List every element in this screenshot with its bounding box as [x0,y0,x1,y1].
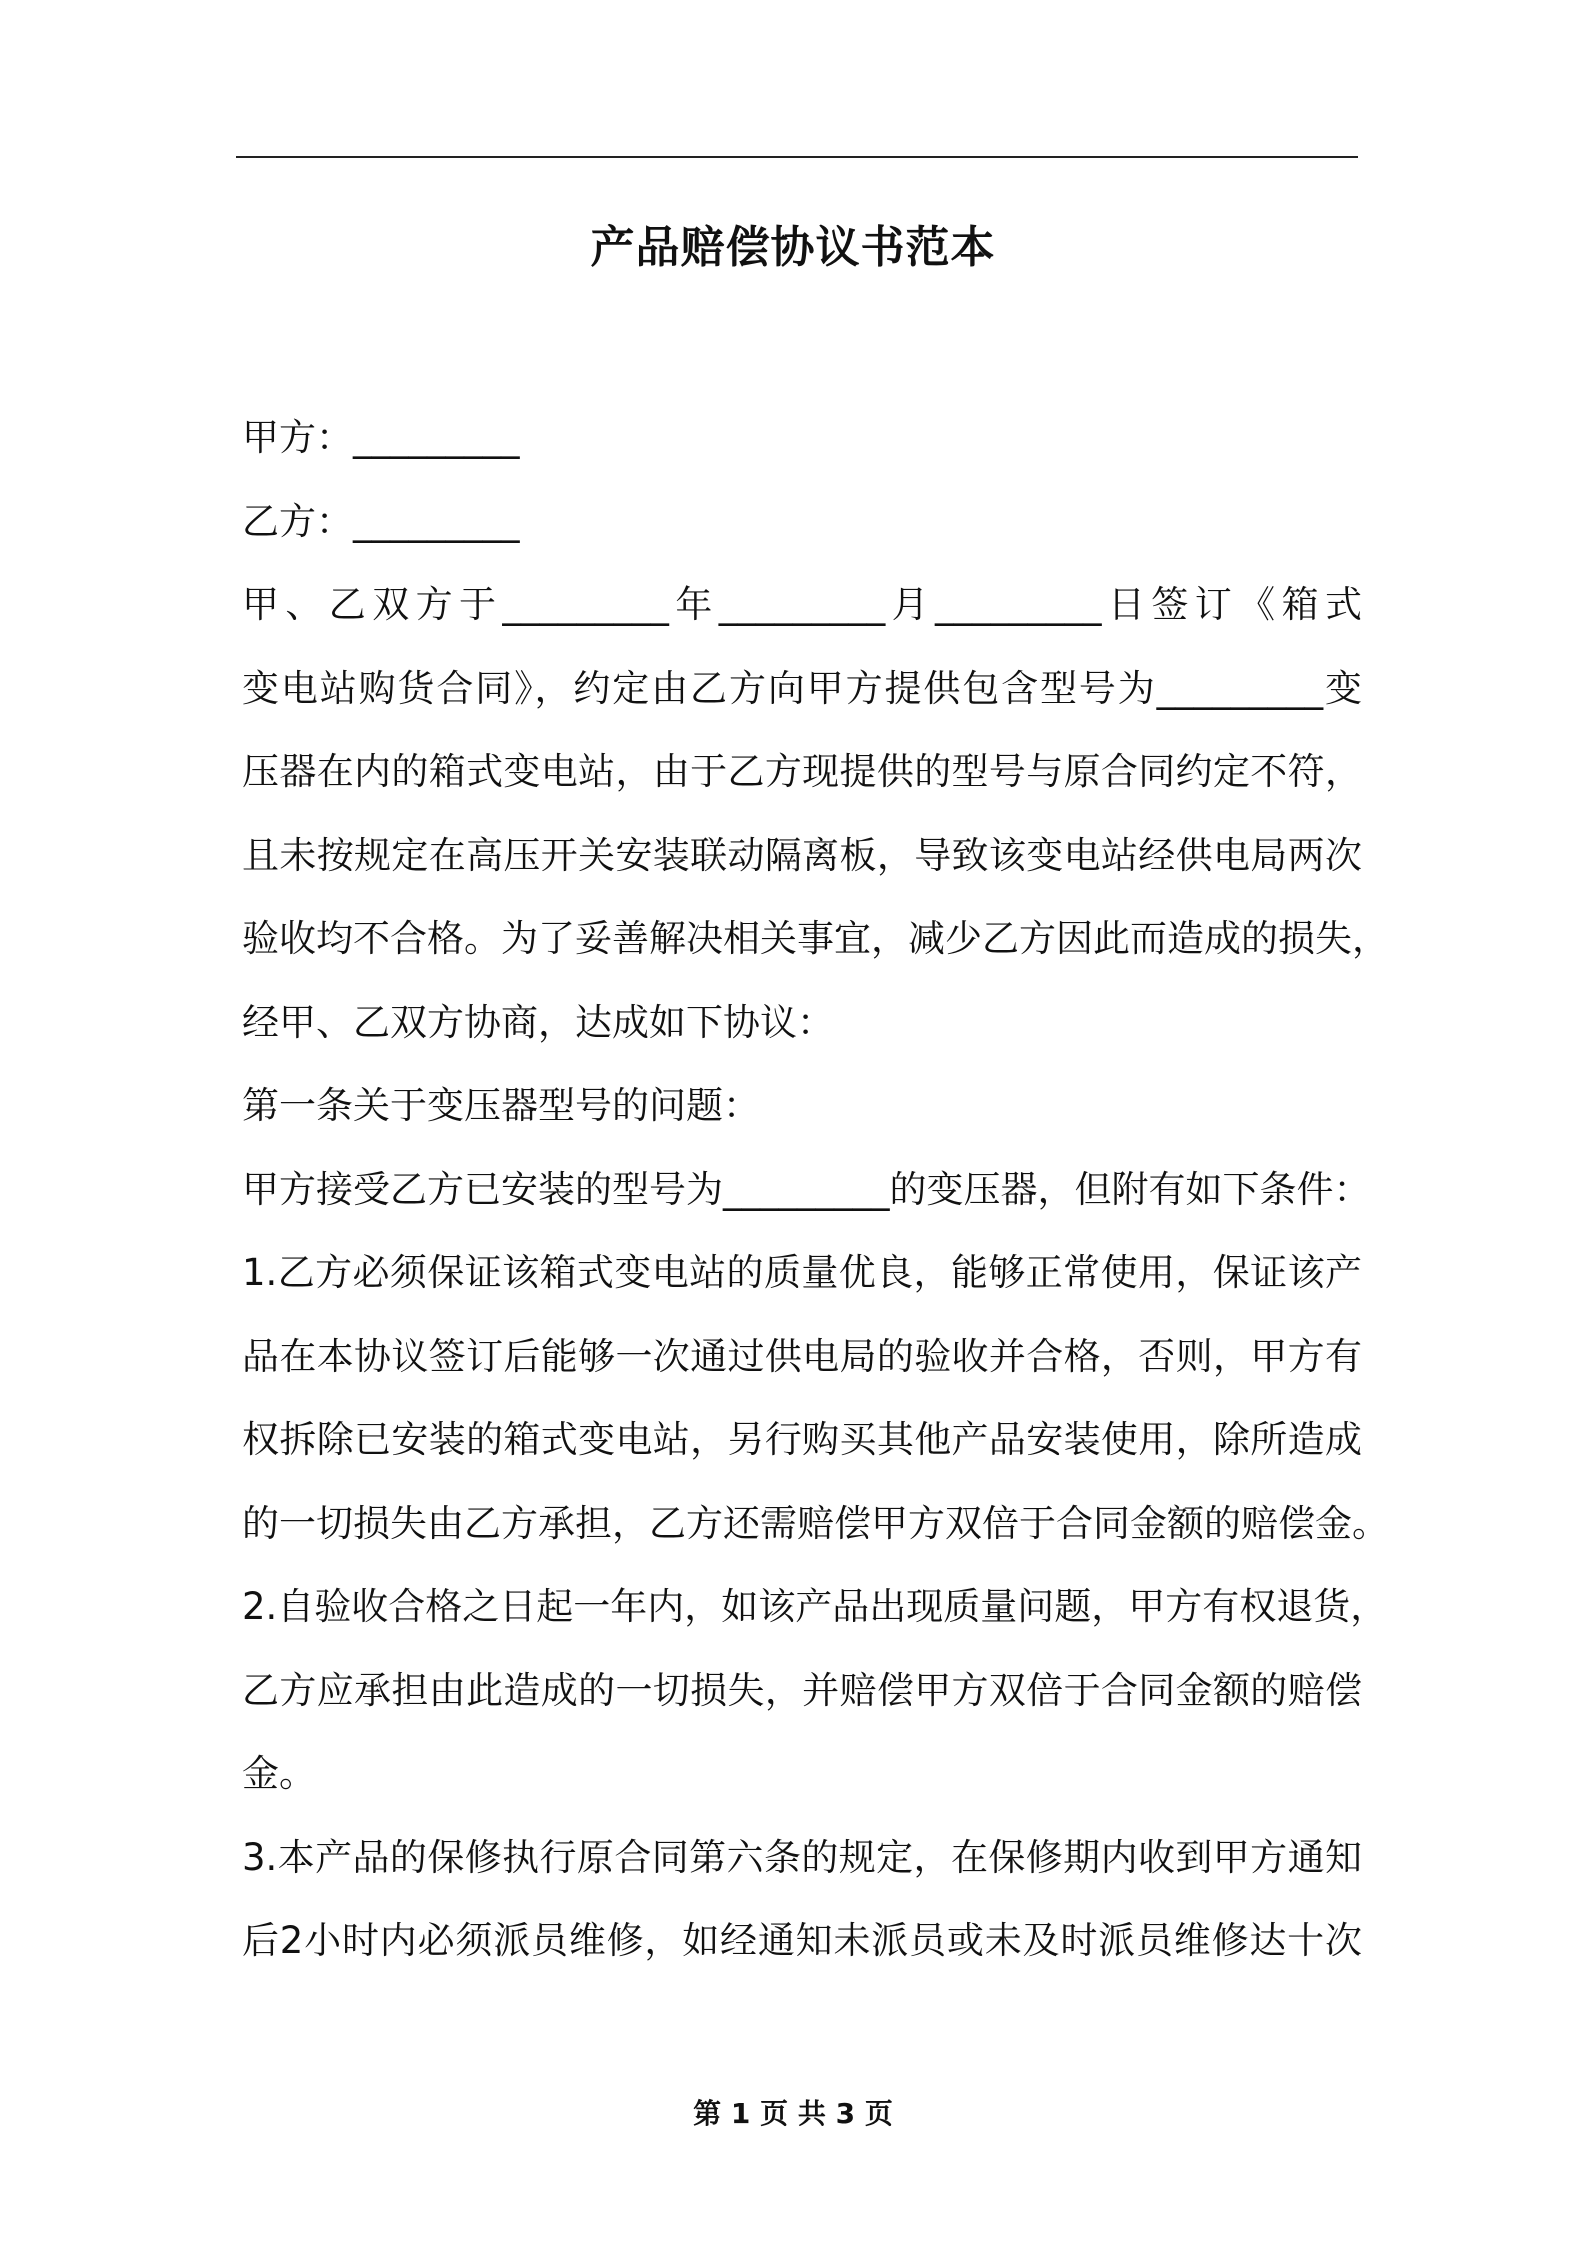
clause-line: 品在本协议签订后能够一次通过供电局的验收并合格，否则，甲方有 [242,1334,1362,1378]
party-b-line: 乙方：_________ [242,499,520,543]
article-heading: 第一条关于变压器型号的问题： [242,1084,760,1127]
clause-line: 3.本产品的保修执行原合同第六条的规定，在保修期内收到甲方通知 [242,1835,1362,1879]
clause-line: 权拆除已安装的箱式变电站，另行购买其他产品安装使用，除所造成 [242,1418,1362,1461]
header-rule [236,156,1358,158]
document-title: 产品赔偿协议书范本 [590,222,996,273]
paragraph-line: 验收均不合格。为了妥善解决相关事宜，减少乙方因此而造成的损失， [242,917,1389,960]
clause-line: 后2小时内必须派员维修，如经通知未派员或未及时派员维修达十次 [242,1919,1362,1962]
paragraph-line: 压器在内的箱式变电站，由于乙方现提供的型号与原合同约定不符， [242,750,1362,793]
paragraph-line: 甲方接受乙方已安装的型号为_________的变压器，但附有如下条件： [242,1167,1371,1211]
paragraph-line: 变电站购货合同》，约定由乙方向甲方提供包含型号为_________变 [242,666,1362,710]
clause-line: 的一切损失由乙方承担，乙方还需赔偿甲方双倍于合同金额的赔偿金。 [242,1501,1389,1545]
paragraph-line: 甲、乙双方于_________年_________月_________日签订《箱式 [242,583,1362,626]
party-a-line: 甲方：_________ [242,416,520,459]
clause-line: 金。 [242,1752,316,1795]
paragraph-line: 且未按规定在高压开关安装联动隔离板，导致该变电站经供电局两次 [242,833,1362,877]
document-body [242,408,1389,1995]
clause-line: 乙方应承担由此造成的一切损失，并赔偿甲方双倍于合同金额的赔偿 [242,1668,1362,1712]
paragraph-line: 经甲、乙双方协商，达成如下协议： [242,1000,834,1044]
clause-line: 2.自验收合格之日起一年内，如该产品出现质量问题，甲方有权退货， [242,1585,1388,1628]
clause-line: 1.乙方必须保证该箱式变电站的质量优良，能够正常使用，保证该产 [242,1251,1362,1294]
page-footer: 第 1 页 共 3 页 [693,2097,893,2130]
